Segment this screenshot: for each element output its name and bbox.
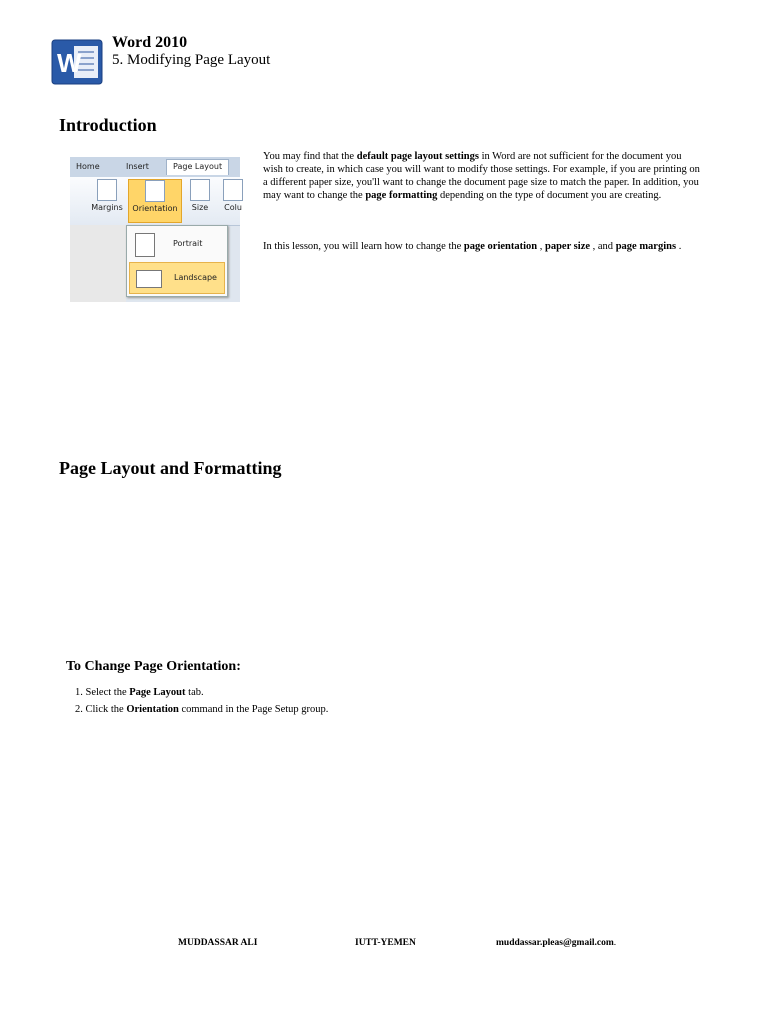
columns-label: Colu [224,203,242,212]
bold-text: paper size [545,241,591,252]
text-run: . [676,241,682,252]
bold-text: page orientation [463,241,538,252]
step-1 [75,684,328,701]
size-button [186,179,214,212]
ribbon-body [70,177,240,226]
tab-page-layout: Page Layout [166,159,229,175]
step-2 [75,701,328,718]
footer-org: IUTT-YEMEN [355,938,416,948]
logo-letter: W [57,48,82,78]
orientation-icon [145,180,165,202]
tab-home: Home [76,162,100,171]
text-run: You may find that the [263,151,357,162]
text-run: 1. Select the [75,687,130,698]
introduction-heading: Introduction [59,115,157,135]
text-run: 2. Click the [75,704,127,715]
orientation-label: Orientation [132,204,178,213]
text-run: depending on the type of document you are creating. [437,190,662,201]
bold-text: default page layout settings [356,151,479,162]
size-label: Size [191,203,209,212]
portrait-icon [135,233,155,257]
landscape-icon [136,270,162,288]
document-title: Word 2010 [112,34,188,51]
word-logo-icon [52,40,102,84]
ribbon-shadow [70,225,126,302]
orientation-button [128,179,182,223]
footer-author: MUDDASSAR ALI [178,938,258,948]
columns-icon [223,179,243,201]
ribbon-screenshot [70,157,240,302]
intro-paragraph-2 [263,240,713,253]
bold-text: page formatting [365,190,438,201]
bold-text: Orientation [126,704,179,715]
text-run: , and [590,241,616,252]
portrait-label: Portrait [173,239,203,248]
change-orientation-heading: To Change Page Orientation: [66,659,241,674]
bold-text: Page Layout [129,687,186,698]
margins-button [88,179,126,212]
menu-item-landscape [129,262,225,294]
margins-icon [97,179,117,201]
columns-button [218,179,248,212]
ribbon-tabs [70,157,240,177]
size-icon [190,179,210,201]
tab-insert: Insert [126,162,149,171]
landscape-label: Landscape [174,273,217,282]
menu-item-portrait [129,229,223,259]
text-run: tab. [185,687,204,698]
margins-label: Margins [91,203,123,212]
text-run: In this lesson, you will learn how to change the [263,241,464,252]
text-run: in Word are not sufficient for the document you wish to create, in which case you will want to modify those settings. For example, if you are printing on a different paper size, you'll want to change the document page size to match the paper. In addition, you may want to change the [263,151,700,201]
footer-email [496,938,616,948]
footer-email-address: muddassar.pleas@gmail.com [496,938,614,948]
text-run: command in the Page Setup group. [178,704,329,715]
page-layout-heading: Page Layout and Formatting [59,458,282,478]
document-subtitle: 5. Modifying Page Layout [112,52,271,68]
orientation-menu [126,225,228,297]
footer-email-suffix: . [613,938,617,948]
text-run: , [537,241,545,252]
bold-text: page margins [615,241,677,252]
steps-list [75,684,328,718]
intro-paragraph-1 [263,150,703,202]
